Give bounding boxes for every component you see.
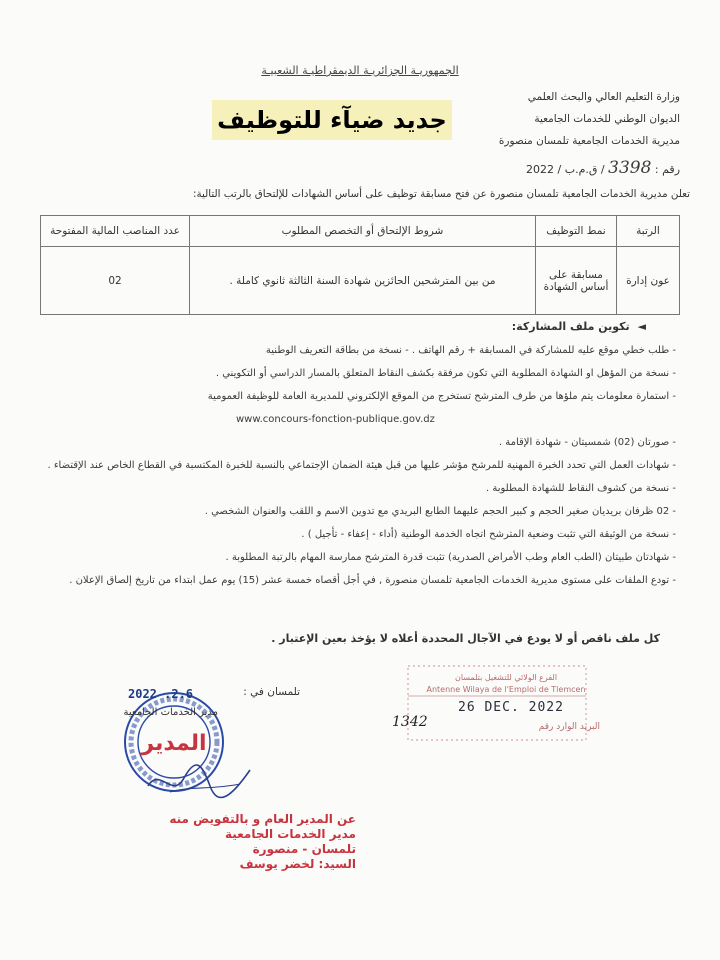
header-mode: نمط التوظيف — [536, 216, 617, 247]
handwritten-signature-icon — [140, 756, 260, 806]
directorate-name: مديرية الخدمات الجامعية تلمسان منصورة — [498, 135, 680, 147]
delegation-line: عن المدير العام و بالتفويض منه — [169, 812, 356, 826]
reference-suffix: / ق.م.ب / 2022 — [526, 163, 605, 176]
list-item: - نسخة من كشوف النقاط للشهادة المطلوبة . — [486, 483, 676, 494]
signature-city: تلمسان في : — [243, 686, 300, 698]
ministry-name: وزارة التعليم العالي والبحث العلمي — [527, 91, 680, 103]
republic-heading: الجمهوريـة الجزائريـة الديمقراطيـة الشعبيـة — [261, 64, 459, 77]
dossier-heading — [512, 320, 646, 333]
list-item: - شهادات العمل التي تحدد الخبرة المهنية للمرشح مؤشر عليها من قبل هيئة الضمان الإجتماعي بالنسبة للخبرة المكتسبة في القطاع الخاص عند الإقتضاء . — [47, 460, 676, 471]
signature-date: 2022 .2.6 — [128, 687, 194, 701]
received-label: البريد الوارد رقم — [538, 722, 600, 732]
received-number: 1342 — [392, 714, 428, 730]
list-item: - استمارة معلومات يتم ملؤها من طرف المترشح تستخرج من الموقع الإلكتروني للمديرية العامة للوظيفة العمومية — [207, 391, 676, 402]
delegation-line: السيد: لخضر يوسف — [239, 857, 356, 871]
delegation-stamp — [146, 812, 356, 872]
table-header-row — [41, 216, 680, 247]
list-item: - 02 ظرفان بريديان صغير الحجم و كبير الحجم عليهما الطابع البريدي مع تدوين الاسم و اللقب والعنوان الشخصي . — [204, 506, 676, 517]
cell-rank: عون إدارة — [617, 247, 680, 315]
watermark-banner: جديد ضيآء للتوظيف — [212, 100, 452, 140]
list-item: - نسخة من الوثيقة التي تثبت وضعية المترشح اتجاه الخدمة الوطنية (أداء - إعفاء - تأجيل ) . — [301, 529, 676, 540]
cell-mode: مسابقة على أساس الشهادة — [536, 247, 617, 315]
received-stamp-title: الفرع الولائي للتشغيل بتلمسان — [454, 673, 558, 682]
website-url: www.concours-fonction-publique.gov.dz — [236, 414, 435, 425]
list-item: - طلب خطي موقع عليه للمشاركة في المسابقة + رقم الهاتف . - نسخة من بطاقة التعريف الوطنية — [265, 345, 676, 356]
reference-line — [526, 158, 680, 178]
dossier-list — [36, 342, 676, 595]
delegation-line: تلمسان - منصورة — [252, 842, 356, 856]
office-name: الديوان الوطني للخدمات الجامعية — [534, 113, 680, 125]
list-item: - نسخة من المؤهل او الشهادة المطلوبة التي تكون مرفقة بكشف النقاط المتعلق بالمسار الدراسي أو التكويني . — [215, 368, 676, 379]
delegation-line: مدير الخدمات الجامعية — [224, 827, 356, 841]
header-rank: الرتبة — [617, 216, 680, 247]
intro-text: تعلن مديرية الخدمات الجامعية تلمسان منصورة عن فتح مسابقة توظيف على أساس الشهادات للإلتحاق بالرتب التالية: — [192, 188, 690, 200]
positions-table — [40, 215, 680, 315]
header-positions: عدد المناصب المالية المفتوحة — [41, 216, 190, 247]
director-office: مدير الخدمات الجامعية — [123, 707, 218, 718]
received-stamp-header — [420, 672, 592, 696]
reference-label: رقم : — [654, 163, 680, 176]
dossier-title: تكوين ملف المشاركة: — [511, 320, 630, 333]
table-row — [41, 247, 680, 315]
header-conditions: شروط الإلتحاق أو التخصص المطلوب — [190, 216, 536, 247]
cell-conditions: من بين المترشحين الحائزين شهادة السنة الثالثة ثانوي كاملة . — [190, 247, 536, 315]
cell-positions: 02 — [41, 247, 190, 315]
closing-note: كل ملف ناقص أو لا يودع في الآجال المحددة أعلاه لا يؤخذ بعين الإعتبار . — [271, 632, 660, 645]
received-stamp-agency: Antenne Wilaya de l'Emploi de Tlemcen — [426, 685, 586, 694]
list-item: - صورتان (02) شمسيتان - شهادة الإقامة . — [498, 437, 676, 448]
reference-number: 3398 — [608, 158, 652, 178]
received-date: 26 DEC. 2022 — [458, 700, 564, 715]
list-item: - شهادتان طبيتان (الطب العام وطب الأمراض الصدرية) تثبت قدرة المترشح ممارسة المهام بالرتبة المطلوبة . — [225, 552, 676, 563]
arrow-bullet-icon: ◄ — [637, 320, 646, 333]
list-item: - تودع الملفات على مستوى مديرية الخدمات الجامعية تلمسان منصورة , في أجل أقصاه خمسة عشر (15) يوم عمل ابتداء من تاريخ إلصاق الإعلان . — [69, 575, 676, 586]
issuer-block — [440, 86, 680, 152]
seal-title: المدير — [141, 731, 207, 756]
